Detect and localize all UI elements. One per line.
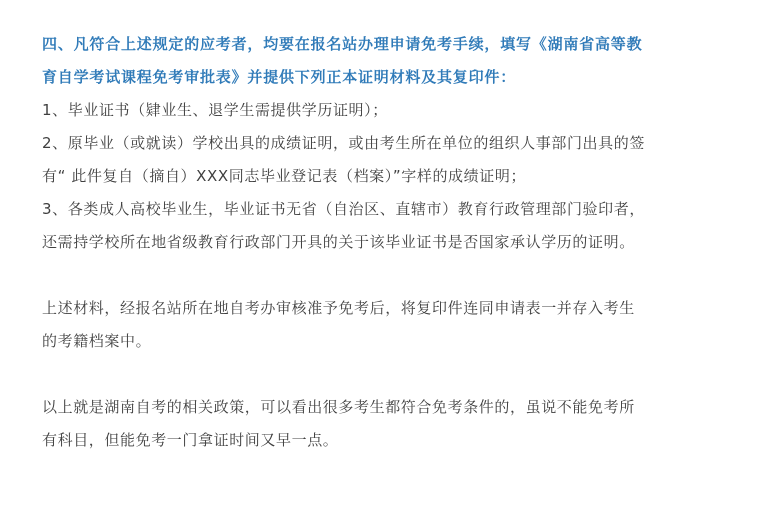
section-heading-line-2: 育自学考试课程免考审批表》并提供下列正本证明材料及其复印件：: [42, 68, 517, 86]
section-heading-line-1: 四、凡符合上述规定的应考者，均要在报名站办理申请免考手续，填写《湖南省高等教: [42, 35, 643, 53]
article-body: [42, 28, 722, 457]
list-item-3-line-2: 还需持学校所在地省级教育行政部门开具的关于该毕业证书是否国家承认学历的证明。: [42, 233, 635, 251]
paragraph-1-line-2: 的考籍档案中。: [42, 332, 152, 350]
list-item-1: 1、毕业证书（肄业生、退学生需提供学历证明）；: [42, 101, 388, 119]
paragraph-2-line-2: 有科目，但能免考一门拿证时间又早一点。: [42, 431, 339, 449]
paragraph-spacer: [42, 358, 722, 391]
list-item-2-line-2: 有“ 此件复自（摘自）XXX同志毕业登记表（档案）”字样的成绩证明；: [42, 167, 527, 185]
paragraph-1-line-1: 上述材料，经报名站所在地自考办审核准予免考后，将复印件连同申请表一并存入考生: [42, 299, 635, 317]
paragraph-2-line-1: 以上就是湖南自考的相关政策，可以看出很多考生都符合免考条件的，虽说不能免考所: [42, 398, 635, 416]
list-item-3-line-1: 3、各类成人高校毕业生，毕业证书无省（自治区、直辖市）教育行政管理部门验印者，: [42, 200, 645, 218]
paragraph-spacer: [42, 259, 722, 292]
list-item-2-line-1: 2、原毕业（或就读）学校出具的成绩证明，或由考生所在单位的组织人事部门出具的签: [42, 134, 645, 152]
